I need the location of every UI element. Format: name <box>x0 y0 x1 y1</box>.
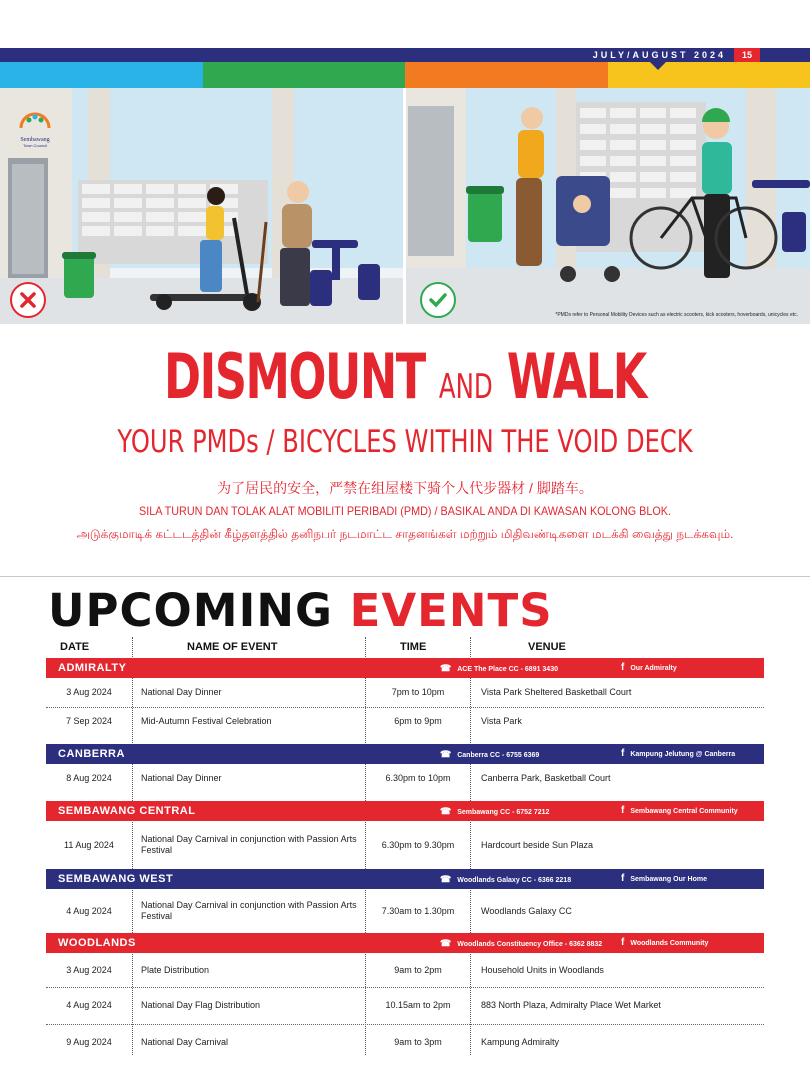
event-venue: 883 North Plaza, Admiralty Place Wet Market <box>481 1000 661 1010</box>
group-name: ADMIRALTY <box>58 662 127 674</box>
event-date: 11 Aug 2024 <box>64 839 114 850</box>
event-time: 6.30pm to 9.30pm <box>381 839 455 850</box>
events-title-upcoming: UPCOMING <box>48 584 333 637</box>
notice-chinese: 为了居民的安全，严禁在组屋楼下骑个人代步器材 / 脚踏车。 <box>217 480 593 496</box>
facebook-icon: f <box>621 937 625 948</box>
group-name: SEMBAWANG WEST <box>58 873 174 885</box>
facebook-icon: f <box>621 662 625 673</box>
pmd-caption: *PMDs refer to Personal Mobility Devices such as electric scooters, kick scooters, hoverboards, unicycles etc. <box>555 312 798 318</box>
page-number: 15 <box>734 48 760 62</box>
group-facebook[interactable] <box>621 869 707 890</box>
group-header-admiralty <box>46 658 764 678</box>
events-title-events: EVENTS <box>349 584 553 637</box>
group-name: CANBERRA <box>58 748 125 760</box>
headline-walk: WALK <box>506 340 646 413</box>
event-date: 3 Aug 2024 <box>66 687 112 697</box>
scene-walking-bicycle <box>406 88 810 324</box>
group-name: WOODLANDS <box>58 937 136 949</box>
event-venue: Vista Park Sheltered Basketball Court <box>481 687 632 697</box>
panel-separator <box>403 88 406 324</box>
event-name: National Day Dinner <box>141 773 222 783</box>
event-time: 7pm to 10pm <box>391 687 445 697</box>
events-title <box>48 584 553 638</box>
group-facebook-text: Woodlands Community <box>630 940 709 947</box>
page-marker-triangle <box>650 62 666 70</box>
column-header-date: DATE <box>60 641 90 653</box>
group-facebook[interactable] <box>621 933 708 954</box>
town-council-logo <box>10 104 60 148</box>
event-time: 6pm to 9pm <box>394 716 442 726</box>
group-facebook[interactable] <box>621 801 738 822</box>
notice-malay: SILA TURUN DAN TOLAK ALAT MOBILITI PERIBADI (PMD) / BASIKAL ANDA DI KAWASAN KOLONG BLOK. <box>139 504 671 518</box>
event-name: National Day Carnival in conjunction with Passion Arts Festival <box>141 834 357 855</box>
column-header-venue: VENUE <box>528 641 566 653</box>
table-row <box>46 678 764 707</box>
group-facebook-text: Sembawang Our Home <box>630 876 707 883</box>
group-facebook-text: Our Admiralty <box>630 665 677 672</box>
logo-emblem-icon <box>15 104 55 132</box>
table-row <box>46 764 764 793</box>
headline-and: AND <box>438 367 493 407</box>
facebook-icon: f <box>621 748 625 759</box>
headline-dismount: DISMOUNT <box>164 340 425 413</box>
event-venue: Woodlands Galaxy CC <box>481 905 572 916</box>
event-venue: Kampung Admiralty <box>481 1037 560 1047</box>
table-row <box>46 821 764 869</box>
phone-icon: ☎ <box>440 874 452 884</box>
event-date: 3 Aug 2024 <box>66 964 112 975</box>
event-name: National Day Carnival in conjunction with Passion Arts Festival <box>141 900 357 921</box>
event-time: 10.15am to 2pm <box>385 1000 451 1010</box>
phone-icon: ☎ <box>440 938 452 948</box>
color-strip-blue <box>0 62 203 88</box>
table-row <box>46 707 764 736</box>
group-contact <box>440 744 539 766</box>
group-facebook-text: Sembawang Central Community <box>630 808 738 815</box>
event-time: 9am to 3pm <box>394 1037 442 1047</box>
event-time: 9am to 2pm <box>394 964 442 975</box>
event-date: 9 Aug 2024 <box>66 1037 112 1047</box>
event-name: Plate Distribution <box>141 964 210 975</box>
group-header-sembawang-central <box>46 801 764 821</box>
group-contact <box>440 801 549 823</box>
group-contact <box>440 933 602 955</box>
color-strip-green <box>203 62 405 88</box>
event-date: 8 Aug 2024 <box>66 773 112 783</box>
phone-icon: ☎ <box>440 806 452 816</box>
section-divider <box>0 576 810 577</box>
event-time: 7.30am to 1.30pm <box>381 905 455 916</box>
event-date: 4 Aug 2024 <box>66 905 112 916</box>
event-venue: Vista Park <box>481 716 522 726</box>
group-header-woodlands <box>46 933 764 953</box>
group-contact-text: ACE The Place CC - 6891 3430 <box>457 666 558 673</box>
group-header-sembawang-west <box>46 869 764 889</box>
group-contact-text: Canberra CC - 6755 6369 <box>457 752 540 759</box>
group-facebook[interactable] <box>621 658 677 679</box>
headline-subtitle: YOUR PMDs / BICYCLES WITHIN THE VOID DECK <box>117 424 693 460</box>
group-contact-text: Woodlands Constituency Office - 6362 8832 <box>457 941 603 948</box>
event-time: 6.30pm to 10pm <box>385 773 451 783</box>
notice-tamil: அடுக்குமாடிக் கட்டடத்தின் கீழ்தளத்தில் தனிநபர் நடமாட்ட சாதனங்கள் மற்றும் மிதிவண்டிகளை மடக்கி வைத்து நடக்கவும். <box>76 527 734 541</box>
event-venue: Hardcourt beside Sun Plaza <box>481 839 594 850</box>
headline <box>113 342 696 422</box>
table-row <box>46 987 764 1024</box>
group-facebook[interactable] <box>621 744 735 765</box>
cross-icon <box>10 282 46 318</box>
column-header-time: TIME <box>400 641 427 653</box>
event-venue: Canberra Park, Basketball Court <box>481 773 611 783</box>
group-contact-text: Woodlands Galaxy CC - 6366 2218 <box>457 877 572 884</box>
event-date: 7 Sep 2024 <box>65 716 113 726</box>
table-row <box>46 889 764 933</box>
group-contact-text: Sembawang CC - 6752 7212 <box>457 809 550 816</box>
event-name: Mid-Autumn Festival Celebration <box>141 716 272 726</box>
group-header-canberra <box>46 744 764 764</box>
logo-subtext: Town Council <box>23 143 47 148</box>
color-strip-orange <box>405 62 608 88</box>
phone-icon: ☎ <box>440 749 452 759</box>
group-contact <box>440 869 571 891</box>
event-name: National Day Flag Distribution <box>141 1000 261 1010</box>
group-name: SEMBAWANG CENTRAL <box>58 805 196 817</box>
group-contact <box>440 658 558 680</box>
issue-date: JULY/AUGUST 2024 <box>592 50 726 60</box>
table-row <box>46 1024 764 1061</box>
table-row <box>46 953 764 987</box>
illustration-wrong <box>0 88 403 324</box>
logo-text: Sembawang <box>20 137 50 143</box>
color-strip-yellow <box>608 62 810 88</box>
group-facebook-text: Kampung Jelutung @ Canberra <box>630 751 736 758</box>
facebook-icon: f <box>621 873 625 884</box>
scene-riding-pmd <box>0 88 403 324</box>
phone-icon: ☎ <box>440 663 452 673</box>
facebook-icon: f <box>621 805 625 816</box>
event-date: 4 Aug 2024 <box>66 1000 112 1010</box>
event-venue: Household Units in Woodlands <box>481 964 604 975</box>
event-name: National Day Dinner <box>141 687 222 697</box>
illustration-correct <box>406 88 810 324</box>
event-name: National Day Carnival <box>141 1037 229 1047</box>
column-header-event: NAME OF EVENT <box>187 641 278 653</box>
check-icon <box>420 282 456 318</box>
